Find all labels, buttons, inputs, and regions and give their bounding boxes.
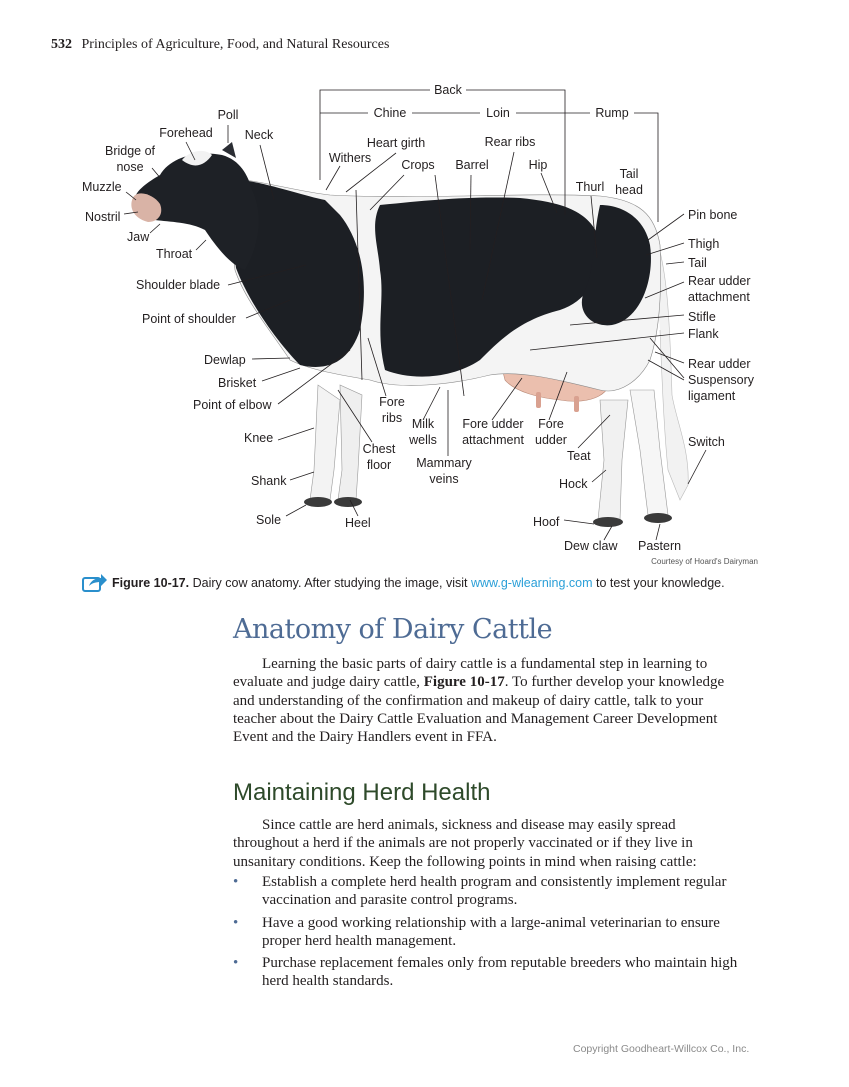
label-fore-udder-1: Fore [538,417,564,431]
section-title: Anatomy of Dairy Cattle [233,614,553,645]
label-withers: Withers [328,151,372,165]
label-rump: Rump [595,106,629,120]
list-item [233,873,748,910]
label-flank: Flank [688,327,719,341]
caption-text: Dairy cow anatomy. After studying the image, visit [189,575,471,590]
label-crops: Crops [401,158,435,172]
book-title: Principles of Agriculture, Food, and Natural Resources [81,37,390,52]
label-hoof: Hoof [533,515,560,529]
cow-illustration [131,142,688,527]
label-point-of-shoulder: Point of shoulder [142,312,236,326]
label-shank: Shank [251,474,287,488]
label-brisket: Brisket [218,376,257,390]
share-arrow-icon[interactable] [82,572,108,595]
label-pin-bone: Pin bone [688,208,738,222]
label-point-of-elbow: Point of elbow [193,398,272,412]
label-suspensory-ligament-2: ligament [688,389,736,403]
label-fore-udder-attachment-2: attachment [462,433,524,447]
label-bridge-of-nose-2: nose [116,160,144,174]
label-tail-head-1: Tail [619,167,639,181]
label-milk-wells-2: wells [409,433,437,447]
label-suspensory-ligament-1: Suspensory [688,373,755,387]
label-mammary-veins-2: veins [429,472,459,486]
figure-credit: Courtesy of Hoard's Dairyman [651,557,758,566]
label-dew-claw: Dew claw [564,539,618,553]
label-knee: Knee [244,431,274,445]
label-fore-udder-2: udder [535,433,567,447]
label-fore-udder-attachment-1: Fore udder [462,417,524,431]
section-paragraph [233,655,743,746]
label-neck: Neck [244,128,274,142]
label-forehead: Forehead [159,126,213,140]
page-number: 532 [51,37,72,52]
list-item [233,954,748,991]
label-poll: Poll [217,108,239,122]
label-hock: Hock [559,477,588,491]
label-pastern: Pastern [638,539,682,553]
figure-reference: Figure 10-17 [423,674,505,691]
label-fore-ribs-2: ribs [381,411,403,425]
caption-end: to test your knowledge. [592,575,725,590]
label-sole: Sole [256,513,282,527]
bullet-list [233,873,748,995]
list-item [233,914,748,951]
list-item-text: Establish a complete herd health program and consistently implement regular vaccination and parasite control programs. [262,874,727,909]
label-hip: Hip [528,158,548,172]
label-switch: Switch [688,435,725,449]
label-heart-girth: Heart girth [366,136,426,150]
label-barrel: Barrel [455,158,489,172]
label-teat: Teat [567,449,591,463]
label-rear-ribs: Rear ribs [484,135,536,149]
label-chest-floor-2: floor [366,458,392,472]
label-shoulder-blade: Shoulder blade [136,278,221,292]
label-throat: Throat [156,247,193,261]
label-tail-head-2: head [615,183,643,197]
label-mammary-veins-1: Mammary [416,456,472,470]
label-thigh: Thigh [688,237,720,251]
label-back: Back [434,83,462,97]
list-item-text: Purchase replacement females only from reputable breeders who maintain high herd health standards. [262,955,738,990]
label-stifle: Stifle [688,310,716,324]
label-tail: Tail [688,256,707,270]
label-fore-ribs-1: Fore [379,395,405,409]
caption-label: Figure 10-17. [112,575,190,590]
label-rear-udder-attachment-1: Rear udder [688,274,751,288]
bullet-icon: • [233,955,239,972]
label-loin: Loin [486,106,510,120]
bullet-icon: • [233,874,239,890]
label-chine: Chine [373,106,407,120]
label-bridge-of-nose-1: Bridge of [104,144,156,158]
label-muzzle: Muzzle [82,180,122,194]
figure-caption [82,572,782,595]
para-1-start: Learning the basic parts of dairy cattle is a fundamental step in learning to evaluate and judge dairy cattle, [233,656,708,691]
label-thurl: Thurl [575,180,605,194]
label-rear-udder: Rear udder [688,357,751,371]
label-rear-udder-attachment-2: attachment [688,290,750,304]
copyright-footer: Copyright Goodheart-Willcox Co., Inc. [573,1043,750,1055]
label-nostril: Nostril [85,210,121,224]
subsection-title: Maintaining Herd Health [233,779,491,806]
label-milk-wells-1: Milk [411,417,435,431]
bullet-icon: • [233,914,239,931]
label-chest-floor-1: Chest [362,442,396,456]
label-jaw: Jaw [127,230,150,244]
label-dewlap: Dewlap [204,353,246,367]
caption-link[interactable]: www.g-wlearning.com [470,575,593,590]
subsection-paragraph: Since cattle are herd animals, sickness and disease may easily spread throughout a herd if the animals are not properly vaccinated or if they live in unsanitary conditions. Keep the following points in mind when raising cattle: [233,817,697,870]
list-item-text: Have a good working relationship with a large-animal veterinarian to ensure proper herd health management. [262,914,720,949]
label-heel: Heel [345,516,371,530]
para-1-end: . To further develop your knowledge and understanding of the confirmation and makeup of dairy cattle, talk to your teacher about the Dairy Cattle Evaluation and Management Career Development Event and the Dairy Handlers event in FFA. [233,674,725,746]
